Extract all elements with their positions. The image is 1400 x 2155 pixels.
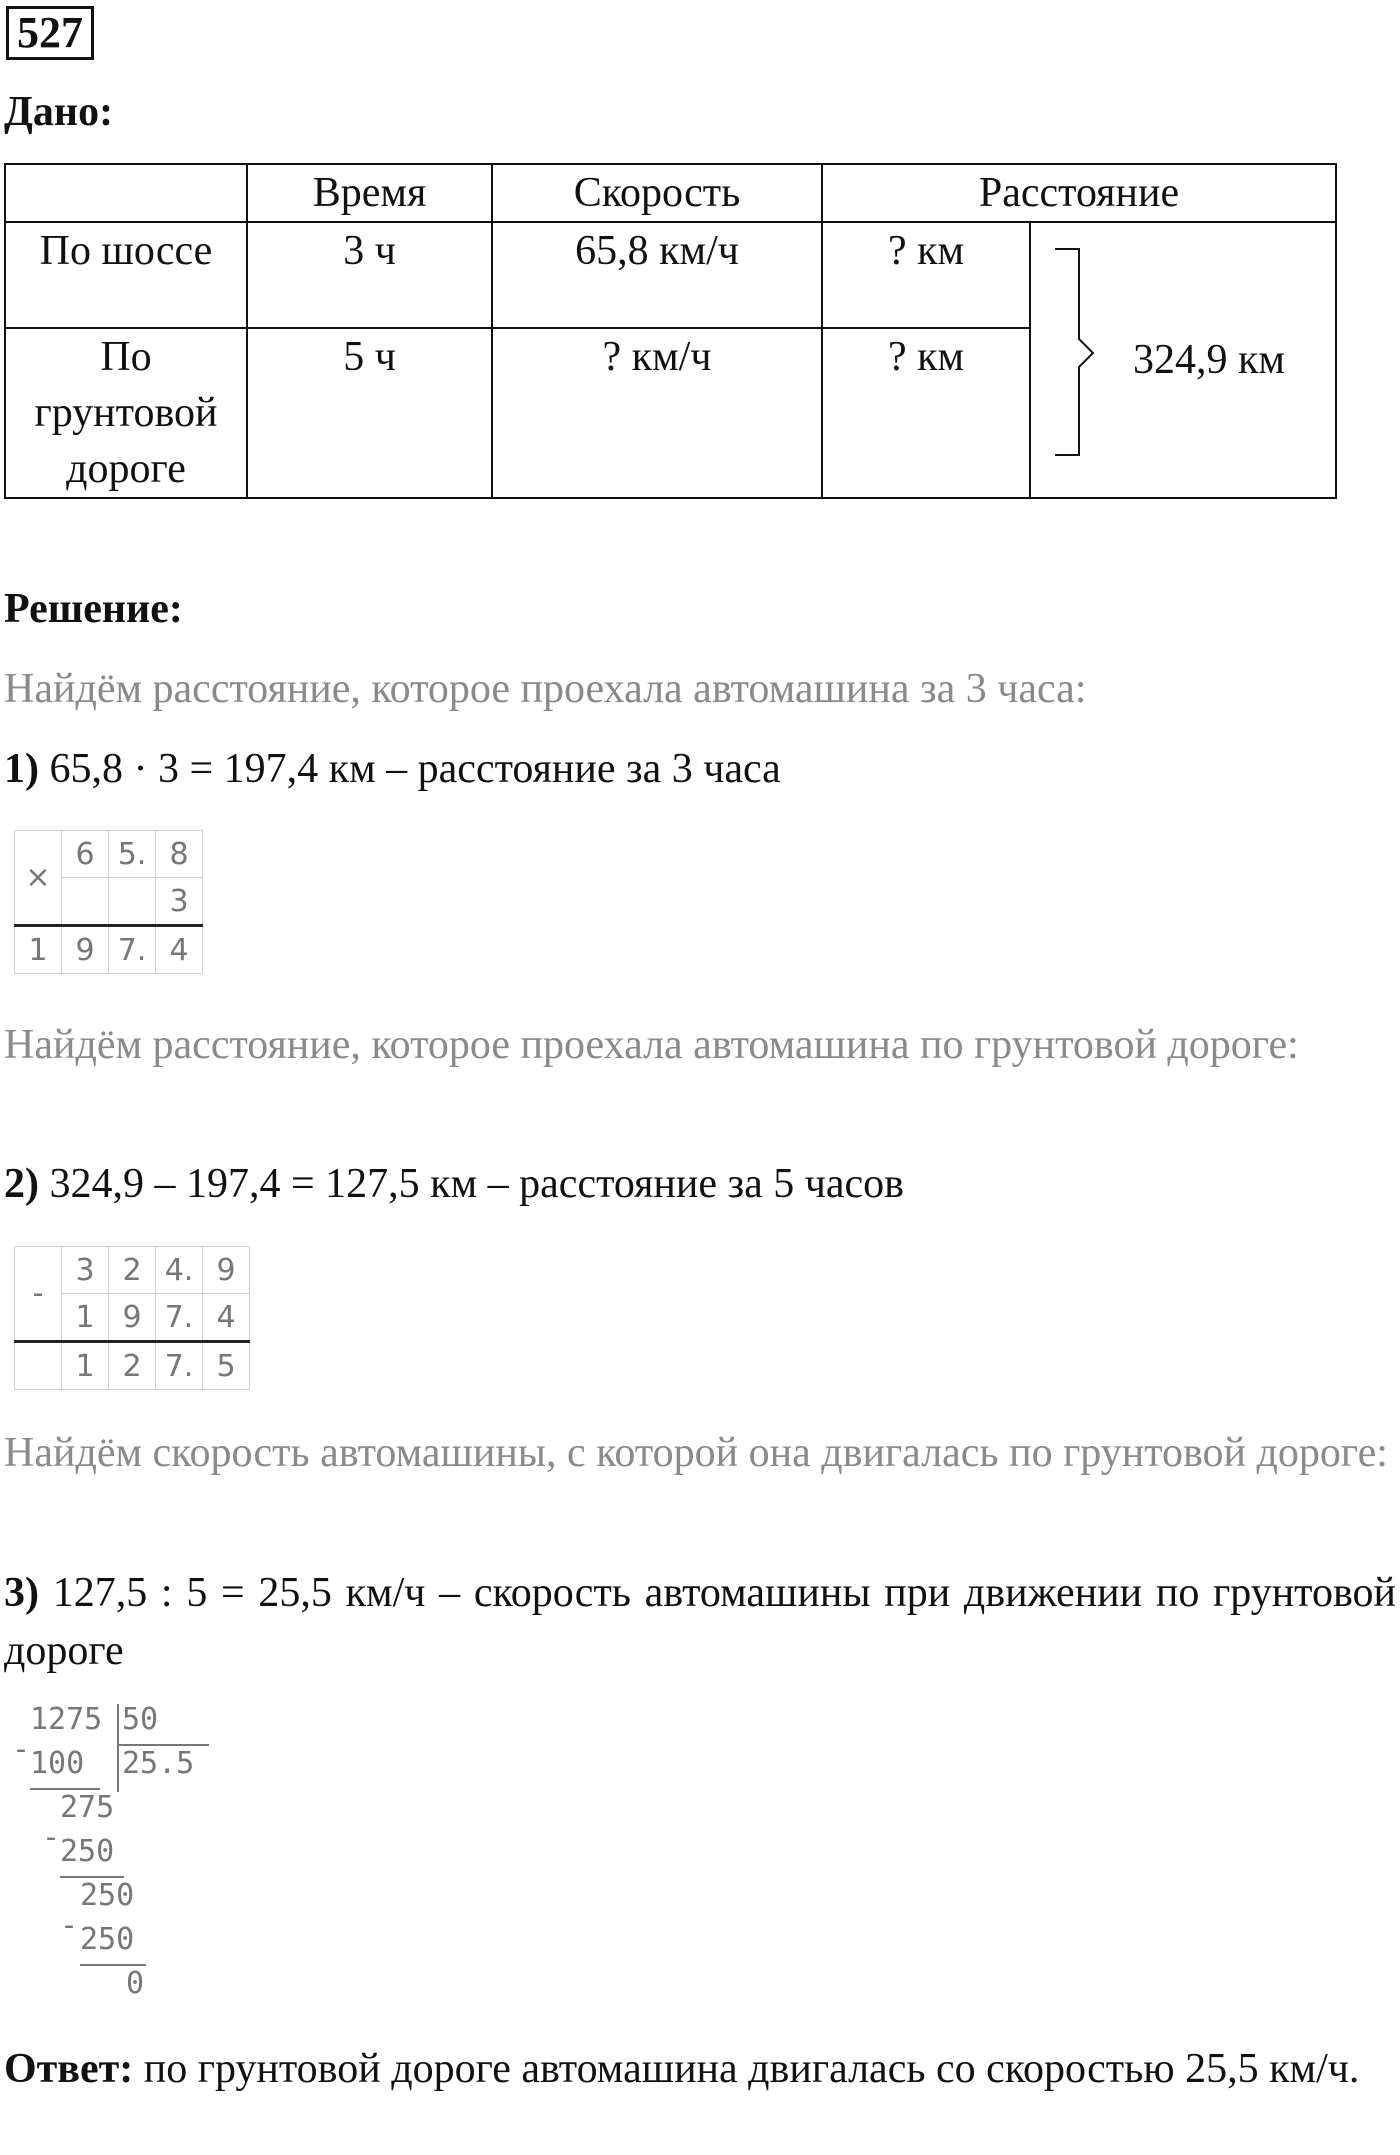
step3-text: 127,5 : 5 = 25,5 км/ч – скорость автомашины при движении по грунтовой дороге [4, 1570, 1396, 1674]
calc-cell: 8 [156, 831, 203, 878]
step3-long-division [10, 1702, 210, 2012]
step1-line [4, 740, 1396, 798]
division-line: 0 [126, 1966, 145, 2001]
answer-label: Ответ: [4, 2046, 134, 2092]
step1-op: × [15, 831, 62, 926]
brace-icon [1051, 243, 1111, 473]
calc-cell: 3 [62, 1247, 109, 1294]
step1-text: 65,8 · 3 = 197,4 км – расстояние за 3 часа [49, 746, 781, 792]
answer-text: по грунтовой дороге автомашина двигалась со скоростью 25,5 км/ч. [133, 2046, 1360, 2092]
calc-cell [109, 878, 156, 926]
calc-cell: 5. [109, 831, 156, 878]
calc-cell: 1 [15, 926, 62, 974]
row-distance-dirt: ? км [822, 328, 1030, 498]
division-bar [117, 1704, 119, 1792]
calc-cell: 5 [203, 1342, 250, 1390]
table-header-speed: Скорость [492, 164, 822, 222]
calc-cell: 7. [156, 1342, 203, 1390]
row-speed-highway: 65,8 км/ч [492, 222, 822, 328]
given-heading: Дано: [4, 89, 114, 135]
step1-intro: Найдём расстояние, которое проехала автомашина за 3 часа: [4, 666, 1087, 712]
step2-number: 2) [4, 1161, 39, 1207]
calc-cell: 4 [156, 926, 203, 974]
minus-sign: - [60, 1908, 79, 1943]
step2-op: - [15, 1247, 62, 1342]
step2-line [4, 1155, 1396, 1213]
minus-sign: - [42, 1820, 61, 1855]
division-line: 250 [60, 1834, 115, 1869]
calc-cell: 9 [109, 1294, 156, 1342]
answer [4, 2040, 1396, 2098]
calc-cell: 6 [62, 831, 109, 878]
row-time-highway: 3 ч [247, 222, 492, 328]
calc-cell: 7. [109, 926, 156, 974]
step2-calc [14, 1246, 250, 1390]
total-distance: 324,9 км [1133, 337, 1285, 383]
total-distance-cell [1030, 222, 1336, 498]
row-distance-highway: ? км [822, 222, 1030, 328]
table-header-time: Время [247, 164, 492, 222]
calc-cell: 4 [203, 1294, 250, 1342]
calc-cell: 9 [203, 1247, 250, 1294]
solution-heading: Решение: [4, 586, 183, 632]
step3-number: 3) [4, 1570, 39, 1616]
row-label-highway: По шоссе [5, 222, 247, 328]
row-speed-dirt: ? км/ч [492, 328, 822, 498]
calc-cell: 4. [156, 1247, 203, 1294]
calc-cell: 1 [62, 1342, 109, 1390]
given-table [4, 163, 1337, 499]
step2-intro: Найдём расстояние, которое проехала автомашина по грунтовой дороге: [4, 1022, 1299, 1068]
calc-cell [15, 1342, 62, 1390]
division-line: 250 [80, 1922, 135, 1957]
division-line: 250 [80, 1878, 135, 1913]
calc-cell: 7. [156, 1294, 203, 1342]
row-label-dirt: По грунтовой дороге [5, 328, 247, 498]
division-line: 275 [60, 1790, 115, 1825]
step2-text: 324,9 – 197,4 = 127,5 км – расстояние за 5 часов [49, 1161, 904, 1207]
step1-calc [14, 830, 203, 974]
row-time-dirt: 5 ч [247, 328, 492, 498]
calc-cell [62, 878, 109, 926]
calc-cell: 1 [62, 1294, 109, 1342]
calc-cell: 2 [109, 1247, 156, 1294]
calc-cell: 3 [156, 878, 203, 926]
calc-cell: 2 [109, 1342, 156, 1390]
division-divisor: 50 [122, 1702, 159, 1737]
minus-sign: - [12, 1732, 31, 1767]
table-header-empty [5, 164, 247, 222]
division-quotient: 25.5 [122, 1746, 195, 1781]
table-header-distance: Расстояние [822, 164, 1336, 222]
division-dividend: 1275 [30, 1702, 103, 1737]
problem-number: 527 [6, 6, 94, 60]
step3-intro: Найдём скорость автомашины, с которой она двигалась по грунтовой дороге: [4, 1430, 1388, 1476]
step3-line [4, 1564, 1396, 1680]
step1-number: 1) [4, 746, 39, 792]
division-line: 100 [30, 1746, 85, 1781]
calc-cell: 9 [62, 926, 109, 974]
